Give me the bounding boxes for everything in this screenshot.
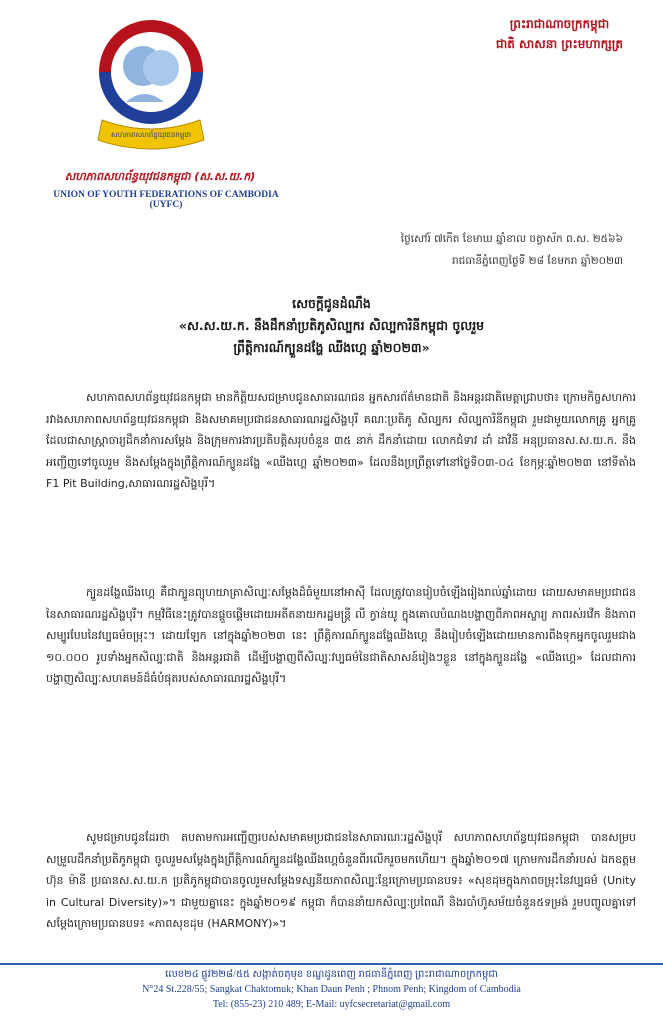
footer-address-khmer: លេខ២៤ ផ្លូវ២២៨/៥៥ សង្កាត់ចតុមុខ ខណ្ឌដូនពេញ រាជធានីភ្នំពេញ ព្រះរាជាណាចក្រកម្ពុជា — [165, 969, 498, 980]
title-line-2: «ស.ស.យ.ក. នឹងដឹកនាំប្រតិភូសិល្បករ សិល្បការិនីកម្ពុជា ចូលរួម — [178, 318, 485, 333]
nation-religion-king-line: ជាតិ សាសនា ព្រះមហាក្សត្រ — [495, 37, 623, 51]
uyfc-logo — [92, 16, 210, 166]
footer-address-english: N°24 St.228/55; Sangkat Chaktomuk; Khan Daun Penh ; Phnom Penh; Kingdom of Cambodia — [142, 984, 521, 995]
title-line-3: ព្រឹត្តិការណ៍ក្បួនដង្ហែ ឈីងហ្គេ ឆ្នាំ២០២៣» — [233, 340, 430, 355]
title-announcement: សេចក្តីជូនដំណឹង — [292, 296, 371, 311]
solar-date: រាជធានីភ្នំពេញថ្ងៃទី ២៨ ខែមករា ឆ្នាំ២០២៣ — [452, 255, 623, 267]
body-paragraph-2: ក្បួនដង្ហែឈីងហ្គេ គឺជាក្បួនព្យុហយាត្រាសិល្បៈសម្តែងដ៏ធំមួយនៅអាស៊ី ដែលត្រូវបានរៀបចំឡើងរៀងរាល់ឆ្នាំដោយ ដោយសមាគមប្រជាជន នៃសាធារណរដ្ឋសិង្ហបុរី។ កម្មវិធីនេះត្រូវបានផ្តួចផ្តើមដោយអតីតនាយករដ្ឋមន្ត្រី លី ក្វាន់យូ ក្នុងគោលបំណងបង្ហាញពីភាពអស្ចារ្យ ភាពរស់រវើក និងភាពសម្បូរបែបនៃវប្បធម៌ចម្រុះ។ ដោយឡែក នៅក្នុងឆ្នាំ២០២៣ នេះ ព្រឹត្តិការណ៍ក្បួនដង្ហែឈីងហ្គេ នឹងរៀបចំឡើងដោយមានការពឹងទុកអ្នកចូលរួមជាង ១០.០០០ រូបទាំងអ្នកសិល្បៈជាតិ និងអន្តរជាតិ ដើម្បីបង្ហាញពីសិល្បៈវប្បធម៌នៃជាតិសាសន៍រៀងៗខ្លួន នៅក្នុងក្បួនដង្ហែ «ឈីងហ្គេ» ដែលជាការបង្ហាញសិល្បៈសហគមន៍ដ៏ធំបំផុតរបស់សាធារណរដ្ឋសិង្ហបុរី។ — [46, 586, 636, 685]
org-name-khmer: សហភាពសហព័ន្ធយុវជនកម្ពុជា (ស.ស.យ.ក) — [64, 170, 256, 183]
kingdom-line: ព្រះរាជាណាចក្រកម្ពុជា — [509, 17, 610, 31]
footer-contact: Tel: (855-23) 210 489; E-Mail: uyfcsecretariat@gmail.com — [212, 999, 451, 1010]
document-title — [60, 293, 603, 359]
document-date — [401, 228, 623, 272]
lunar-date: ថ្ងៃសៅរ៍ ៧កើត ខែមាឃ ឆ្នាំខាល ចត្វាស័ក ព.ស. ២៥៦៦ — [400, 233, 623, 245]
kingdom-motto — [496, 14, 623, 54]
footer-divider — [0, 963, 663, 965]
logo-ribbon-text: សហភាពសហព័ន្ធយុវជនកម្ពុជា — [111, 131, 191, 139]
footer — [0, 967, 663, 1012]
body-paragraph-1: សហភាពសហព័ន្ធយុវជនកម្ពុជា មានកិត្តិយសជម្រាបជូនសាធារណជន អ្នកសារព័ត៌មានជាតិ និងអន្តរជាតិមេត្តាជ្រាបថា៖ ក្រោមកិច្ចសហការរវាងសហភាពសហព័ន្ធយុវជនកម្ពុជា និងសមាគមប្រជាជនសាធារណរដ្ឋសិង្ហបុរី គណៈប្រតិភូ សិល្បករ សិល្បការិនីកម្ពុជា រួមជាមួយលោកគ្រូ អ្នកគ្រូ ដែលជាសាស្ត្រាចារ្យដឹកនាំការសម្តែង និងក្រុមការងារប្រតិបត្តិសរុបចំនួន ៣៥ នាក់ ដឹកនាំដោយ លោកជំទាវ ដាំ ដាវិនី អនុប្រធានស.ស.យ.ក. នឹងអញ្ជើញទៅចូលរួម និងសម្តែងក្នុងព្រឹត្តិការណ៍ក្បួនដង្ហែ «ឈីងហ្គេ ឆ្នាំ២០២៣» ដែលនឹងប្រព្រឹត្តទៅនៅថ្ងៃទី០៣-០៤ ខែកុម្ភៈឆ្នាំ២០២៣ នៅទីតាំង F1 Pit Building,សាធារណរដ្ឋសិង្ហបុរី។ — [46, 391, 636, 490]
org-name-english: UNION OF YOUTH FEDERATIONS OF CAMBODIA (UYFC) — [53, 190, 279, 210]
body-paragraph-3: សូមជម្រាបជូនដែរថា តបតាមការអញ្ជើញរបស់សមាគមប្រជាជននៃសាធារណៈរដ្ឋសិង្ហបុរី សហភាពសហព័ន្ធយុវជនកម្ពុជា បានសម្របសម្រួលដឹកនាំប្រតិភូកម្ពុជា ចូលរួមសម្តែងក្នុងព្រឹត្តិការណ៍ក្បួនដង្ហែឈីងហ្គេចំនួនពីរលើករួចមកហើយ។ ក្នុងឆ្នាំ២០១៧ ក្រោមការដឹកនាំរបស់ ឯកឧត្តម ហ៊ុន ម៉ានី ប្រធានស.ស.យ.ក ប្រតិភូកម្ពុជាបានចូលរួមសម្តែងទស្សនីយភាពសិល្បៈខ្មែរក្រោមប្រធានបទ៖ «សុខដុមក្នុងភាពចម្រុះនៃវប្បធម៌ (Unity in Cultural Diversity)»។ ជាមួយគ្នានេះ ក្នុងឆ្នាំ២០១៩ កម្ពុជា ក៏បាននាំយកសិល្បៈប្រពៃណី និងរបាំហ៊ូសម័យចំនួន៥ទម្រង់ រួមបញ្ចូលគ្នាទៅសម្តែងក្រោមប្រធានបទ៖ «ភាពសុខដុម (HARMONY)»។ — [46, 831, 636, 930]
